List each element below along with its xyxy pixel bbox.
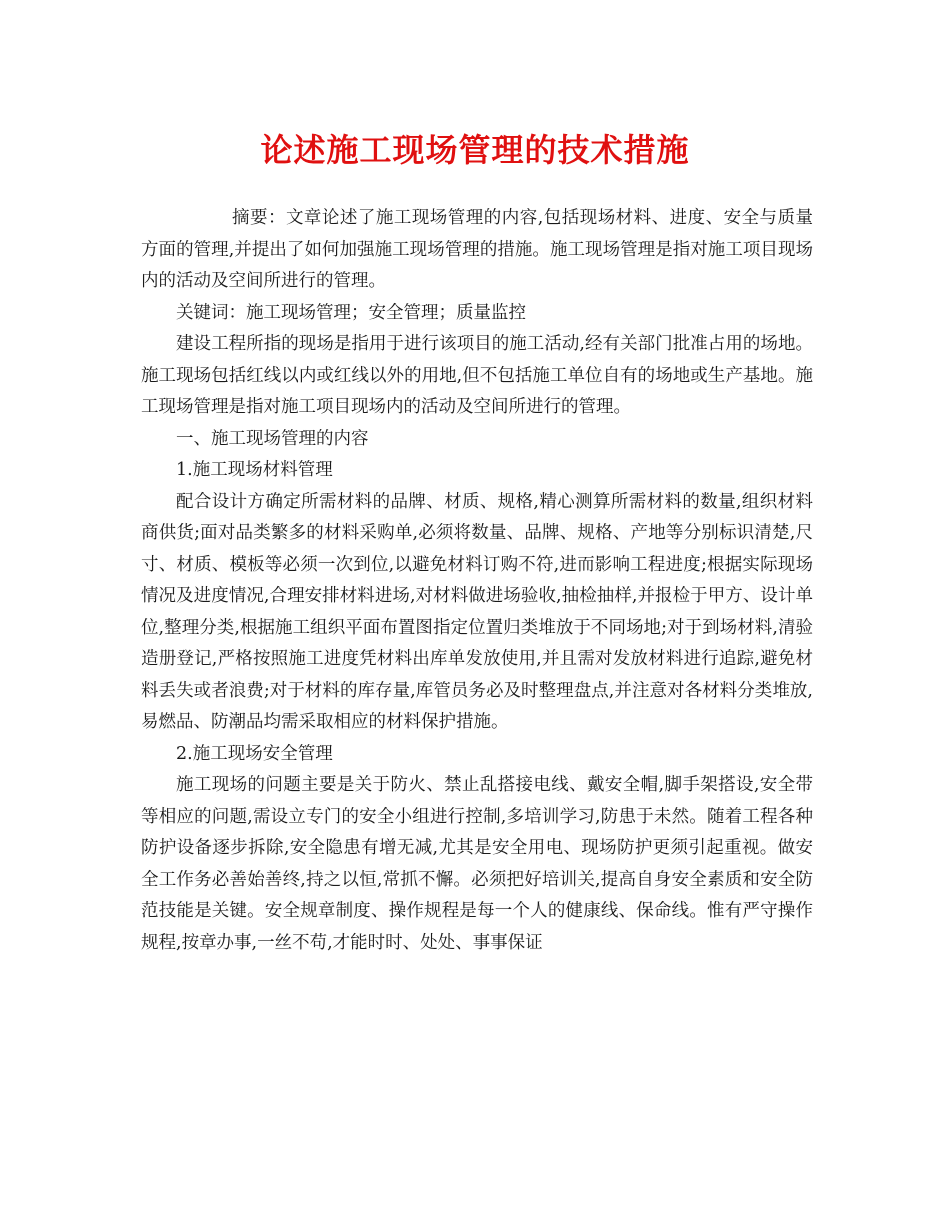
body-paragraph: 配合设计方确定所需材料的品牌、材质、规格,精心测算所需材料的数量,组织材料商供货;面对品类繁多的材料采购单,必须将数量、品牌、规格、产地等分别标识清楚,尺寸、材质、模板等必须一次到位,以避免材料订购不符,进而影响工程进度;根据实际现场情况及进度情况,合理安排材料进场,对材料做进场验收,抽检抽样,并报检于甲方、设计单位,整理分类,根据施工组织平面布置图指定位置归类堆放于不同场地;对于到场材料,清验造册登记,严格按照施工进度凭材料出库单发放使用,并且需对发放材料进行追踪,避免材料丢失或者浪费;对于材料的库存量,库管员务必及时整理盘点,并注意对各材料分类堆放,易燃品、防潮品均需采取相应的材料保护措施。 <box>141 491 813 732</box>
section-heading: 一、施工现场管理的内容 <box>176 428 369 449</box>
abstract-paragraph: 摘要：文章论述了施工现场管理的内容,包括现场材料、进度、安全与质量方面的管理,并提出了如何加强施工现场管理的措施。施工现场管理是指对施工项目现场内的活动及空间所进行的管理。 <box>141 208 813 291</box>
keywords-paragraph: 关键词：施工现场管理；安全管理；质量监控 <box>176 302 526 323</box>
intro-paragraph: 建设工程所指的现场是指用于进行该项目的施工活动,经有关部门批准占用的场地。施工现场包括红线以内或红线以外的用地,但不包括施工单位自有的场地或生产基地。施工现场管理是指对施工项目现场内的活动及空间所进行的管理。 <box>141 334 813 417</box>
subsection-heading: 1.施工现场材料管理 <box>176 460 333 480</box>
body-paragraph: 施工现场的问题主要是关于防火、禁止乱搭接电线、戴安全帽,脚手架搭设,安全带等相应的问题,需设立专门的安全小组进行控制,多培训学习,防患于未然。随着工程各种防护设备逐步拆除,安全隐患有增无减,尤其是安全用电、现场防护更须引起重视。做安全工作务必善始善终,持之以恒,常抓不懈。必须把好培训关,提高自身安全素质和安全防范技能是关键。安全规章制度、操作规程是每一个人的健康线、保命线。惟有严守操作规程,按章办事,一丝不苟,才能时时、处处、事事保证 <box>141 775 813 953</box>
subsection-heading: 2.施工现场安全管理 <box>176 743 333 764</box>
document-title: 论述施工现场管理的技术措施 <box>260 131 690 169</box>
document-body <box>141 203 813 959</box>
